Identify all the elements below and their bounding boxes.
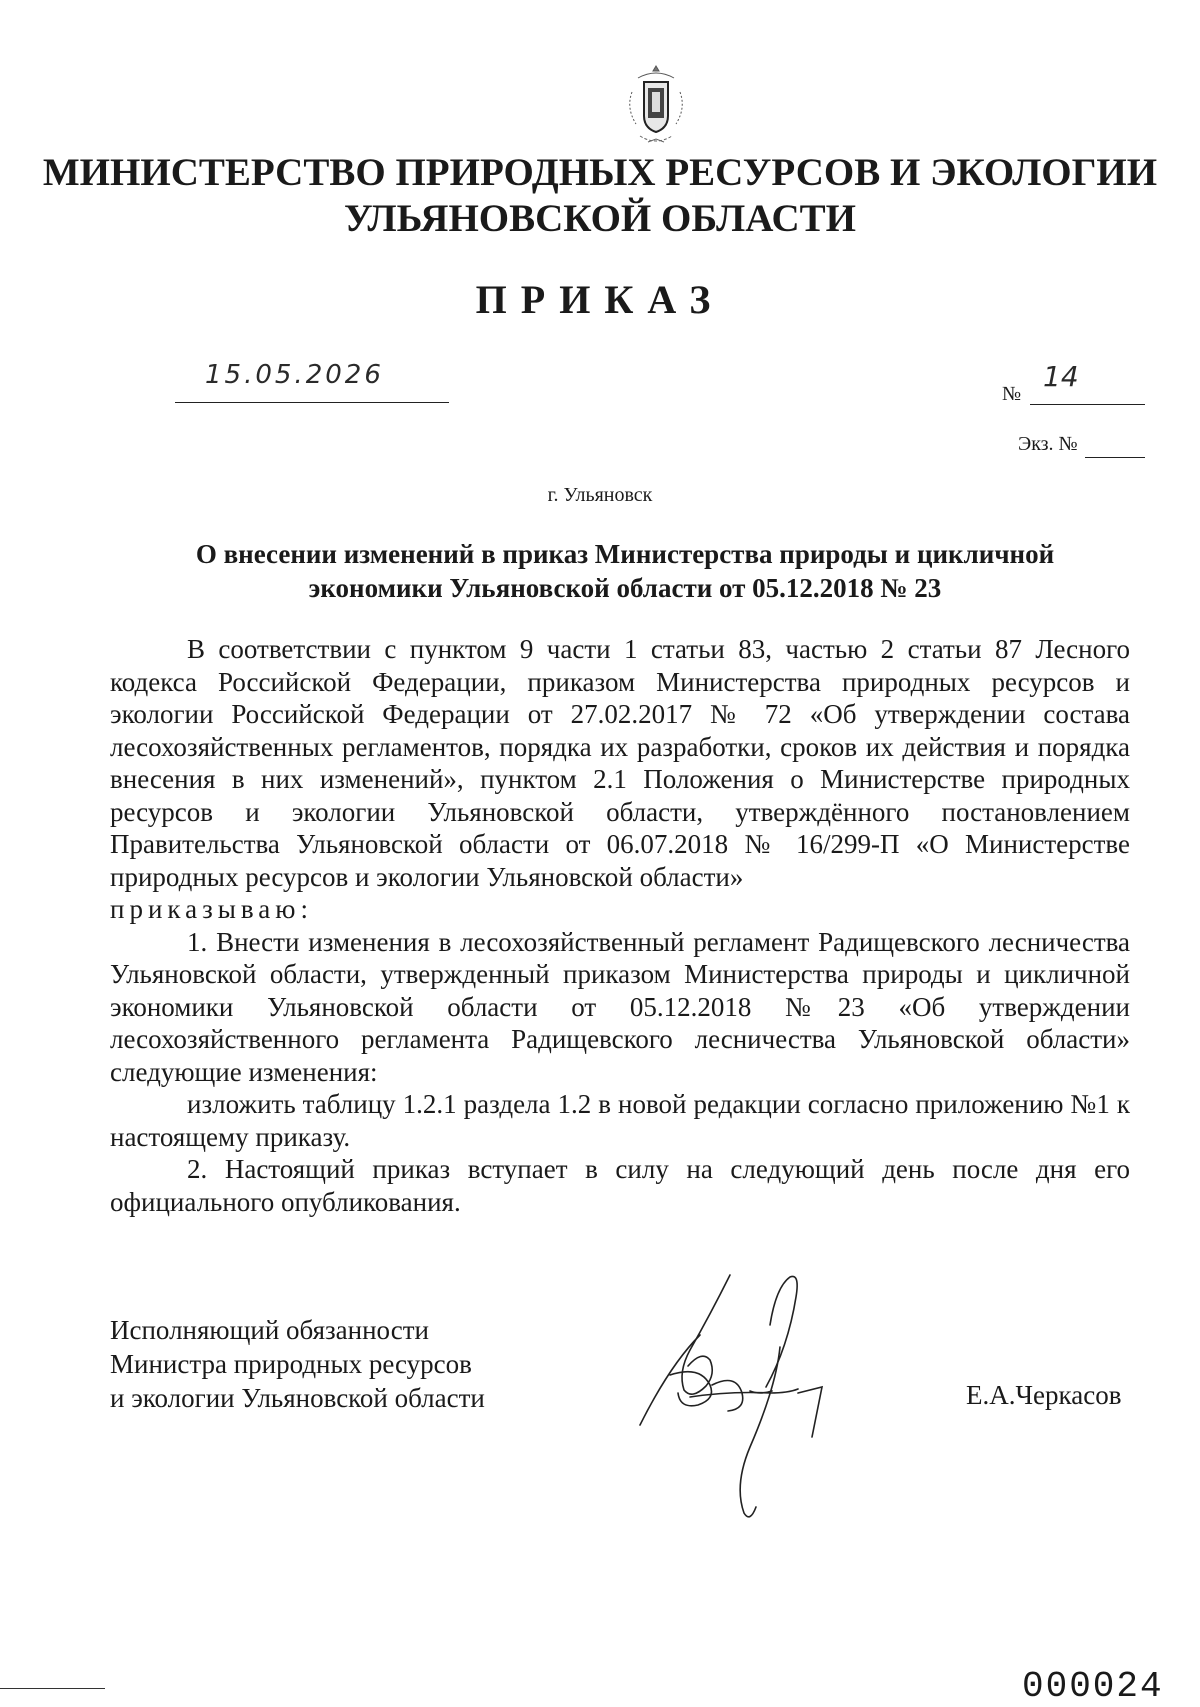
ministry-name	[0, 150, 1200, 242]
number-underline	[1030, 404, 1145, 405]
edge-mark	[0, 1688, 105, 1689]
item-1-sub-paragraph: изложить таблицу 1.2.1 раздела 1.2 в новой редакции согласно приложению №1 к настоящему приказу.	[110, 1089, 1130, 1152]
sheet-number: 000024	[1022, 1666, 1164, 1707]
coat-of-arms-icon	[618, 62, 694, 148]
item-2-paragraph: 2. Настоящий приказ вступает в силу на следующий день после дня его официального опубликования.	[110, 1154, 1130, 1217]
signer-title-line-1: Исполняющий обязанности	[110, 1315, 429, 1345]
handwritten-number: 14	[1043, 360, 1079, 393]
copy-number-label: Экз. №	[1018, 433, 1078, 455]
item-1-paragraph: 1. Внести изменения в лесохозяйственный регламент Радищевского лесничества Ульяновской области, утвержденный приказом Министерства природы и цикличной экономики Ульяновской области от 05.12.2018 №23 «Об утверждении лесохозяйственного регламента Радищевского лесничества Ульяновской области» следующие изменения:	[110, 926, 1130, 1087]
signer-title-line-3: и экологии Ульяновской области	[110, 1383, 485, 1413]
signer-title	[110, 1313, 485, 1415]
order-subject	[150, 537, 1100, 605]
subject-line-2: экономики Ульяновской области от 05.12.2018 № 23	[308, 573, 942, 603]
copy-number-underline	[1085, 457, 1145, 458]
date-underline	[175, 402, 449, 403]
subject-line-1: О внесении изменений в приказ Министерства природы и цикличной	[195, 539, 1055, 569]
orders-word: приказываю:	[110, 894, 313, 924]
signer-name: Е.А.Черкасов	[966, 1380, 1122, 1410]
handwritten-signature	[630, 1265, 865, 1525]
ministry-line-1: МИНИСТЕРСТВО ПРИРОДНЫХ РЕСУРСОВ И ЭКОЛОГИИ	[42, 151, 1158, 194]
order-body	[110, 633, 1130, 1218]
handwritten-date: 15.05.2026	[205, 360, 384, 390]
city-line: г. Ульяновск	[547, 484, 653, 506]
preamble-paragraph: В соответствии с пунктом 9 части 1 статьи 83, частью 2 статьи 87 Лесного кодекса Российской Федерации, приказом Министерства природных ресурсов и экологии Российской Федерации от 27.02.2017 № 72 «Об утверждении состава лесохозяйственных регламентов, порядка их разработки, сроков их действия и порядка внесения в них изменений», пунктом 2.1 Положения о Министерстве природных ресурсов и экологии Ульяновской области, утверждённого постановлением Правительства Ульяновской области от 06.07.2018 № 16/299-П «О Министерстве природных ресурсов и экологии Ульяновской области»	[110, 634, 1130, 892]
document-type-title: ПРИКАЗ	[475, 277, 725, 322]
number-label: №	[1002, 383, 1022, 405]
ministry-line-2: УЛЬЯНОВСКОЙ ОБЛАСТИ	[344, 197, 856, 240]
signer-title-line-2: Министра природных ресурсов	[110, 1349, 472, 1379]
